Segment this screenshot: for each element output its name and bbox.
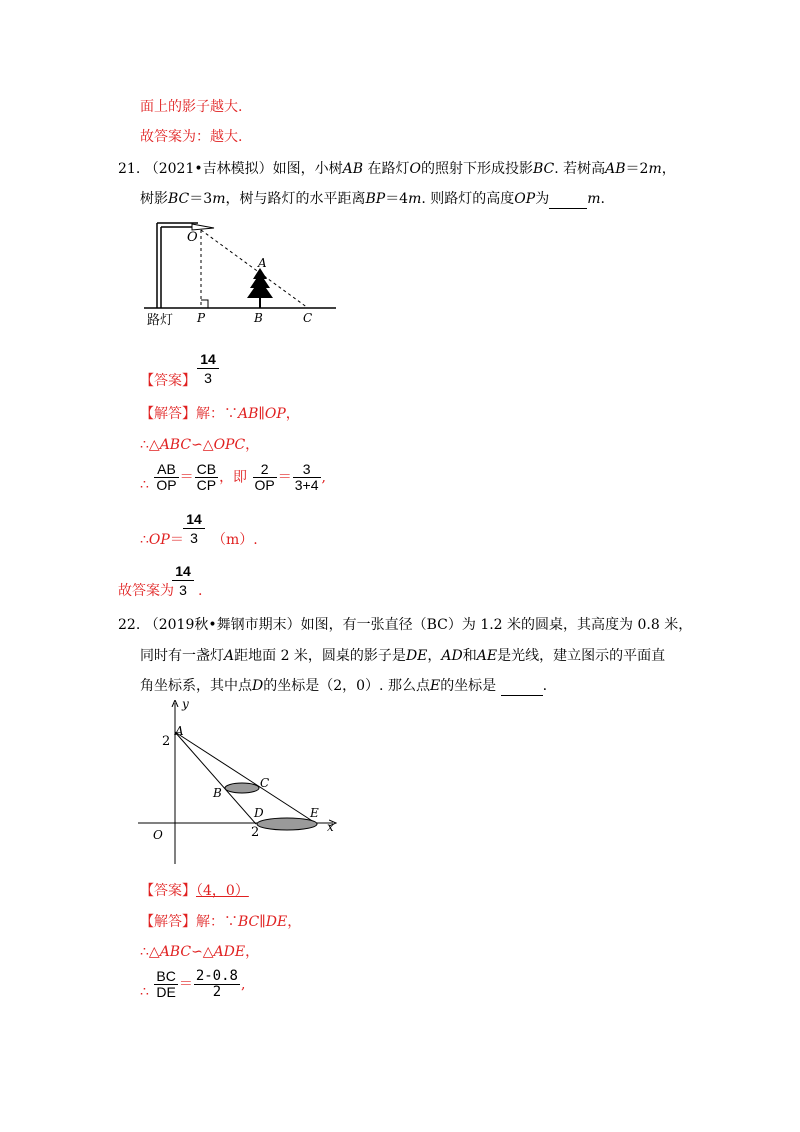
q21-result-fraction: $\frac{14}{3}$ (183, 510, 205, 547)
streetlight-caption: 路灯 (147, 313, 174, 328)
label-C: C (303, 311, 313, 325)
q22-solution-line2: ∴△ABC∽△ADE， (140, 944, 260, 960)
q21-solution-line1: 【解答】解：∵AB∥OP， (140, 406, 300, 422)
q21-question-line2: 树影BC＝3m，树与路灯的水平距离BP＝4m. 则路灯的高度OP为 m. (140, 191, 605, 207)
label-x-2: 2 (251, 825, 260, 840)
q21-figure-streetlight (140, 215, 340, 330)
q22-question-line3: 角坐标系，其中点D的坐标是（2，0）. 那么点E的坐标是 . (140, 678, 548, 694)
q21-question-line1: 21. （2021•吉林模拟）如图，小树AB 在路灯O的照射下形成投影BC. 若树高AB＝2m， (118, 161, 676, 177)
q22-answer-value: （4，0） (196, 883, 249, 899)
label-P: P (197, 311, 206, 325)
label-E: E (310, 806, 319, 820)
ray-AD (175, 732, 256, 824)
q21-solution-ratio: ∴ $\frac{AB}{OP}$ ＝ $\frac{CB}{CP}$ ，即 $\frac{2}{OP}$ ＝ $\frac{3}{3+4}$ , (140, 461, 326, 493)
label-x: x (327, 820, 334, 834)
q22-question-line2: 同时有一盏灯A距地面 2 米，圆桌的影子是DE，AD和AE是光线，建立图示的平面直 (140, 648, 666, 664)
q22-number: 22. (118, 617, 141, 633)
q22-answer: 【答案】（4，0） (140, 883, 249, 899)
label-O: O (153, 828, 163, 842)
label-y: y (182, 700, 189, 711)
answer-blank (501, 677, 543, 696)
label-A: A (258, 256, 267, 270)
q21-result-unit: （m）. (212, 532, 258, 548)
q21-answer-fraction: $\frac{14}{3}$ (197, 350, 219, 387)
right-angle-marker (201, 300, 208, 308)
prev-answer-line: 故答案为：越大. (140, 129, 243, 145)
q21-final-answer: 故答案为 (118, 583, 174, 599)
answer-blank (549, 190, 587, 209)
ray-AE (175, 732, 317, 824)
q21-solution-result: ∴OP＝ (140, 532, 184, 548)
label-C: C (260, 776, 270, 790)
q22-solution-line1: 【解答】解：∵BC∥DE， (140, 914, 302, 930)
label-y-2: 2 (162, 734, 171, 749)
q22-question-line1: 22. （2019秋•舞钢市期末）如图，有一张直径（BC）为 1.2 米的圆桌，其高度为 0.8 米， (118, 617, 693, 633)
q22-figure-coordinate (135, 700, 345, 868)
table-ellipse-BC (225, 783, 259, 793)
q21-source: （2021•吉林模拟） (144, 161, 273, 177)
label-O: O (187, 230, 198, 245)
q21-final-fraction: $\frac{14}{3}$ (172, 562, 194, 599)
q21-number: 21. (118, 161, 141, 177)
prev-solution-line: 面上的影子越大. (140, 99, 243, 115)
q21-answer-label: 【答案】 (140, 373, 196, 389)
label-B: B (254, 311, 263, 325)
q21-solution-line2: ∴△ABC∽△OPC， (140, 437, 260, 453)
label-D: D (254, 806, 264, 820)
q22-solution-ratio: ∴ $\frac{BC}{DE}$ ＝ $\frac{2-0.8}{2}$ , (140, 968, 246, 1000)
label-B: B (213, 786, 222, 800)
label-A: A (175, 724, 184, 738)
shadow-ellipse-DE (257, 818, 317, 830)
tree-icon (247, 268, 273, 298)
